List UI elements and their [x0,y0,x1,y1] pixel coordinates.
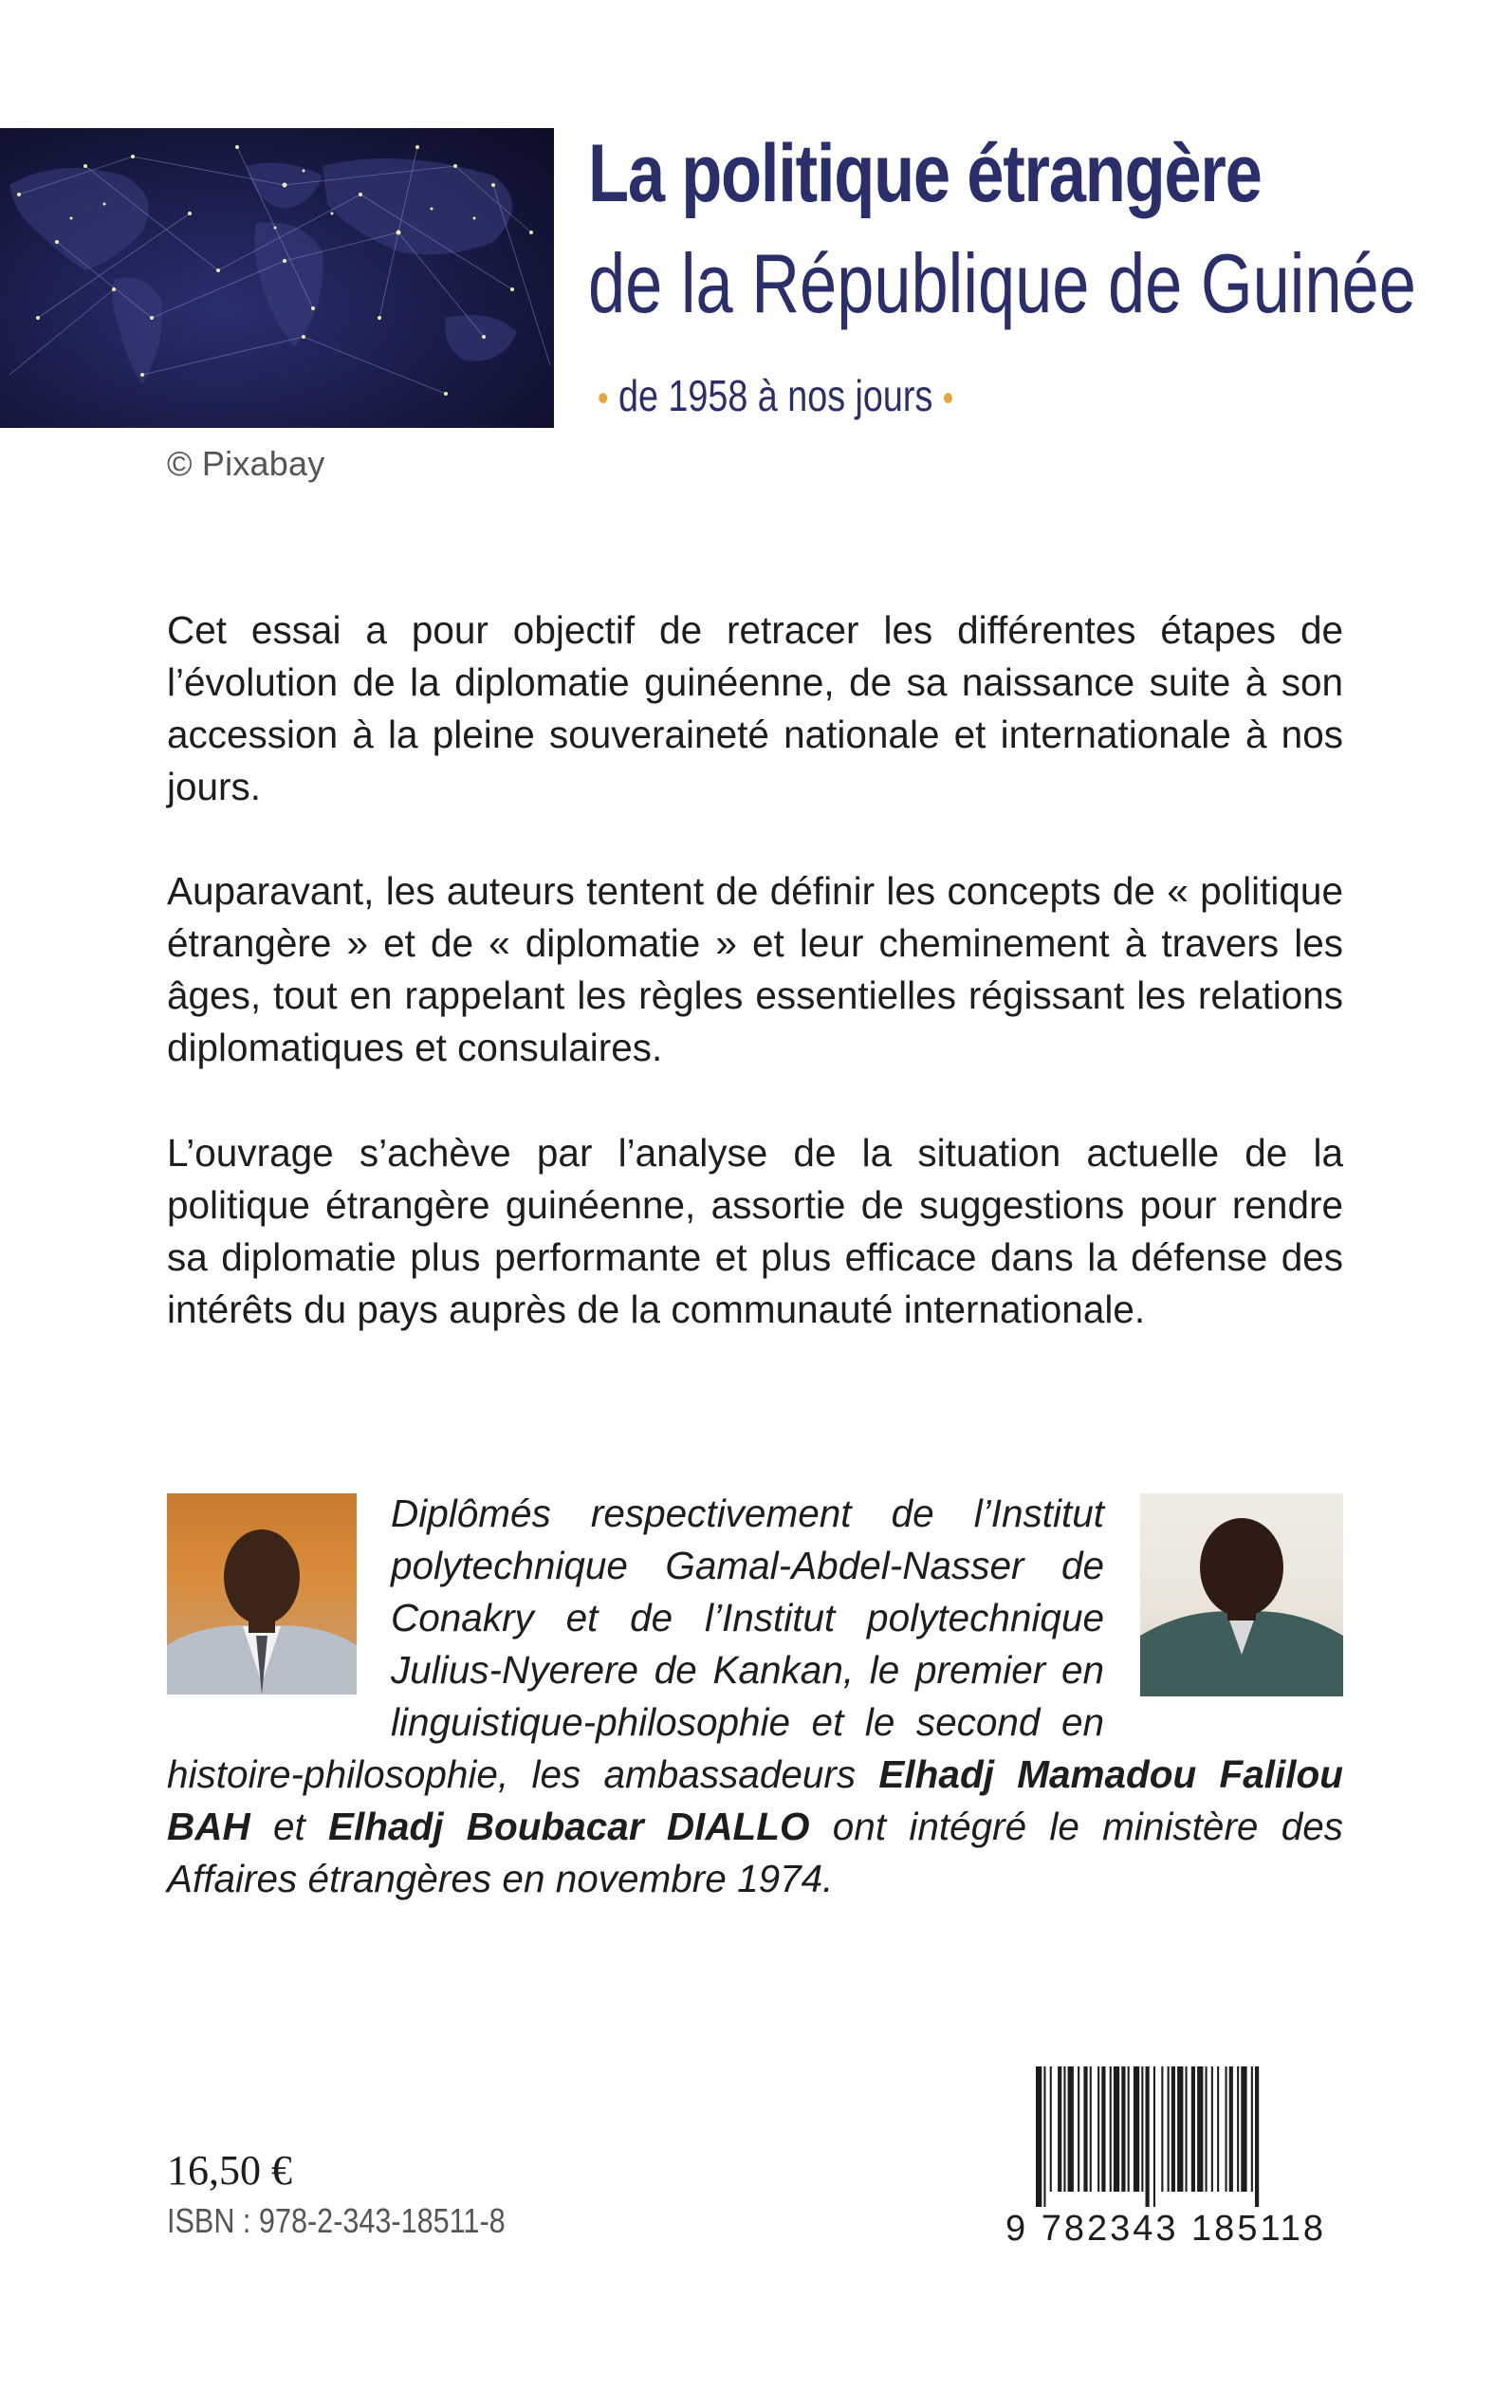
barcode-digits: 9 782343 185118 [1005,2209,1327,2249]
barcode-bar [1251,2066,1253,2192]
barcode-bar [1186,2066,1188,2192]
author-name-2: Elhadj Boubacar DIALLO [328,1805,810,1848]
barcode-bar [1090,2066,1092,2192]
barcode-bar [1211,2066,1213,2192]
bio-text-2: et [249,1805,329,1848]
barcode-bar [1134,2066,1139,2192]
barcode-bar [1068,2066,1074,2192]
barcode-bar [1177,2066,1183,2192]
book-period [598,370,953,421]
barcode-bar [1036,2066,1042,2207]
barcode-bar [1063,2066,1065,2192]
barcode-bar [1153,2066,1155,2207]
barcode-bar [1146,2066,1150,2207]
barcode-bar [1114,2066,1119,2192]
barcode-bar [1241,2066,1246,2192]
bullet-dot-right: • [942,378,954,419]
barcode-bar [1058,2066,1061,2192]
image-credit: © Pixabay [167,444,325,483]
barcode-bar [1255,2066,1259,2207]
barcode-bar [1171,2066,1175,2192]
barcode-bar [1043,2066,1045,2207]
barcode-bar [1161,2066,1163,2192]
blurb-paragraph-3: L’ouvrage s’achève par l’analyse de la situation actuelle de la politique étrangère guinéenne, assortie de suggestions pour rendre sa diplomatie plus performante et plus efficace dans la défense des intérêts du pays auprès de la communauté internationale. [167,1131,1343,1331]
authors-bio [167,1488,1343,1905]
barcode-bar [1237,2066,1239,2192]
bio-float-spacer-left [167,1488,391,1744]
barcode-bar [1229,2066,1233,2192]
period-text: de 1958 à nos jours [618,371,933,420]
blurb-paragraph-1: Cet essai a pour objectif de retracer les différentes étapes de l’évolution de la diplomatie guinéenne, de sa naissance suite à son accession à la pleine souveraineté nationale et internationale à nos jours. [167,608,1343,808]
barcode-bar [1217,2066,1219,2192]
barcode-bar [1097,2066,1099,2192]
barcode-bar [1110,2066,1112,2192]
barcode-bars [1030,2066,1343,2207]
bio-text-3: ont intégré le ministère des Affaires étrangères en novembre 1974. [167,1805,1343,1900]
barcode-bar [1206,2066,1208,2192]
barcode-bar [1141,2066,1143,2192]
barcode-bar [1191,2066,1195,2192]
barcode-bar [1226,2066,1227,2192]
barcode-bar [1128,2066,1130,2192]
barcode-bar [1168,2066,1170,2192]
bio-float-spacer-right [1104,1488,1343,1744]
isbn: ISBN : 978-2-343-18511-8 [167,2201,506,2240]
barcode-bar [1121,2066,1125,2192]
world-map-graphic [0,128,554,428]
barcode-bar [1050,2066,1052,2192]
cover-image-world-network [0,128,554,428]
book-subtitle: de la République de Guinée [588,236,1416,330]
barcode-bar [1083,2066,1087,2192]
book-title: La politique étrangère [588,128,1262,219]
barcode-bar [1197,2066,1203,2192]
barcode-bar [1101,2066,1105,2192]
bio-text-1: Diplômés respectivement de l’Institut polytechnique Gamal-Abdel-Nasser de Conakry et de l’Institut polytechnique Julius-Nyerere de Kankan, le premier en linguistique-philosophie et le second en histoire-philosophie, les ambassadeurs [167,1491,1104,1796]
price: 16,50 € [167,2147,292,2194]
author-name-1: Elhadj Mamadou Falilou BAH [167,1752,1343,1848]
blurb-paragraph-2: Auparavant, les auteurs tentent de définir les concepts de « politique étrangère » et de « diplomatie » et leur cheminement à travers les âges, tout en rappelant les règles essentielles régissant les relations diplomatiques et consulaires. [167,869,1343,1069]
barcode-bar [1078,2066,1079,2192]
bullet-dot-left: • [598,378,609,419]
